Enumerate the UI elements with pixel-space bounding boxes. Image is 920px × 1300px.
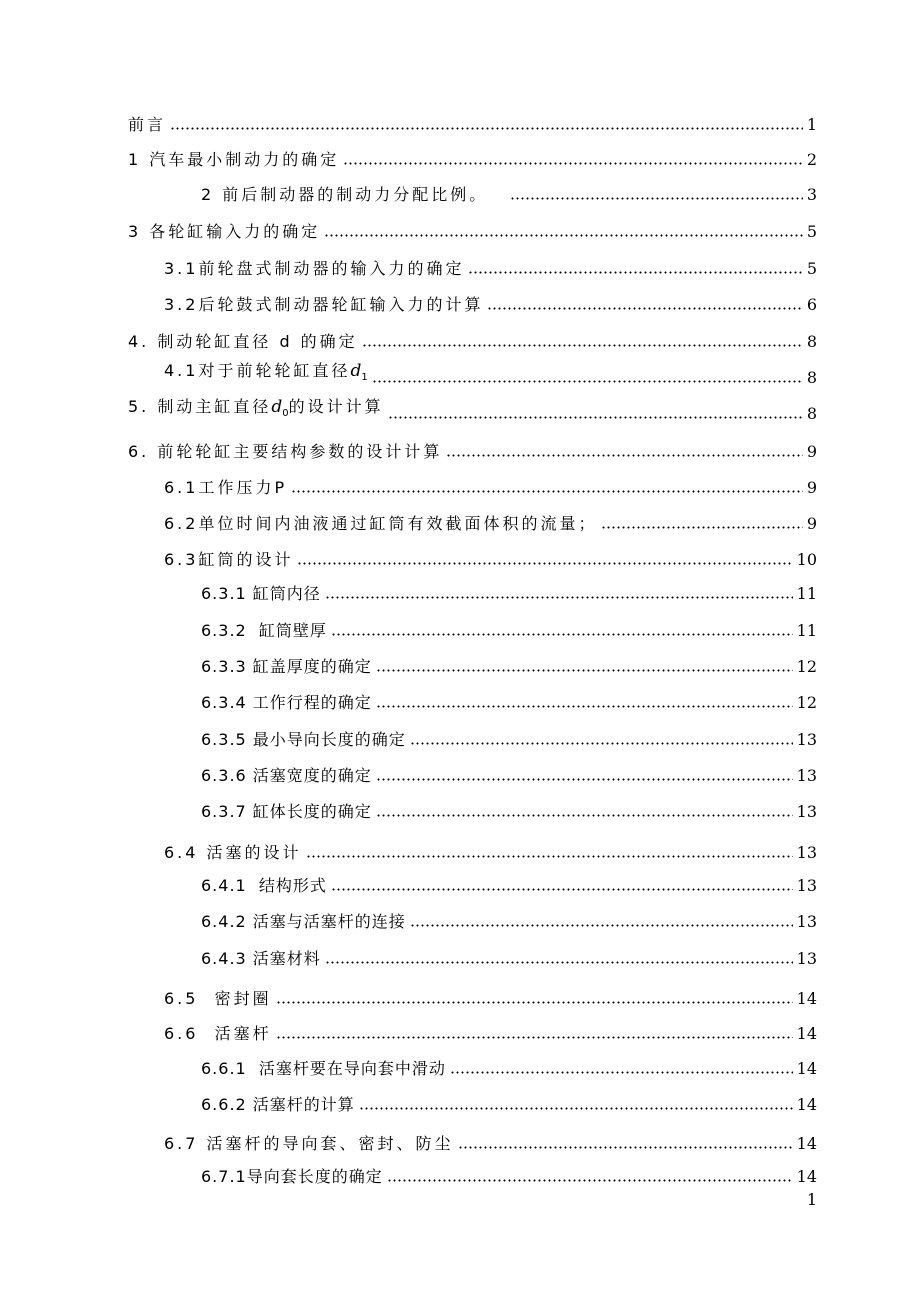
toc-entry-title: 6.4.1 结构形式 [201, 876, 327, 895]
toc-entry[interactable] [164, 1019, 817, 1043]
toc-entry-title: 6. 前轮轮缸主要结构参数的设计计算 [128, 442, 443, 461]
toc-entry-title: 6.5 密封圈 [164, 989, 272, 1008]
toc-dot-leader [387, 1179, 793, 1182]
toc-dot-leader [510, 197, 803, 200]
toc-entry-title [164, 362, 368, 387]
toc-dot-leader [324, 234, 803, 237]
toc-dot-leader [297, 562, 792, 565]
toc-entry[interactable] [128, 110, 817, 134]
toc-entry-page: 14 [796, 1134, 817, 1153]
toc-entry-title: 前言 [128, 115, 167, 134]
toc-entry[interactable] [201, 579, 817, 603]
toc-entry-page: 13 [796, 949, 817, 968]
toc-entry-page: 13 [796, 843, 817, 862]
toc-entry-page: 11 [796, 621, 817, 640]
toc-entry-title: 6.1工作压力P [164, 478, 288, 497]
math-variable: d [350, 360, 362, 381]
toc-entry[interactable] [128, 327, 817, 351]
toc-entry[interactable] [201, 944, 817, 968]
toc-dot-leader [601, 526, 802, 529]
toc-dot-leader [325, 596, 793, 599]
toc-entry-page: 14 [796, 1167, 817, 1186]
toc-entry-page: 13 [796, 912, 817, 931]
toc-entry-title: 1 汽车最小制动力的确定 [128, 150, 340, 169]
toc-entry-title: 6.6 活塞杆 [164, 1024, 272, 1043]
toc-dot-leader [372, 380, 803, 383]
toc-entry-title-text: 4.1对于前轮轮缸直径 [164, 360, 351, 380]
toc-entry-title: 3.2后轮鼓式制动器轮缸输入力的计算 [164, 295, 484, 314]
toc-dot-leader [359, 1107, 793, 1110]
toc-entry-page: 14 [796, 989, 817, 1008]
toc-entry[interactable] [164, 984, 817, 1008]
toc-entry-page: 14 [796, 1095, 817, 1114]
toc-dot-leader [376, 778, 793, 781]
toc-entry-page: 8 [806, 332, 817, 351]
toc-entry[interactable] [164, 509, 817, 533]
toc-dot-leader [458, 1146, 793, 1149]
toc-entry-title: 6.3缸筒的设计 [164, 550, 294, 569]
math-subscript: 1 [361, 372, 368, 383]
toc-dot-leader [170, 127, 803, 130]
toc-entry-title: 2 前后制动器的制动力分配比例。 [201, 185, 489, 204]
toc-entry-page: 10 [796, 550, 817, 569]
toc-dot-leader [362, 344, 803, 347]
toc-entry-title: 3 各轮缸输入力的确定 [128, 222, 321, 241]
toc-entry-title: 6.3.2 缸筒壁厚 [201, 621, 327, 640]
toc-entry-title: 3.1前轮盘式制动器的输入力的确定 [164, 259, 465, 278]
toc-entry[interactable] [201, 616, 817, 640]
toc-entry[interactable] [201, 180, 817, 204]
toc-dot-leader [468, 271, 802, 274]
toc-entry-title: 6.4 活塞的设计 [164, 843, 302, 862]
toc-entry[interactable] [164, 1129, 817, 1153]
toc-entry-title: 6.4.2 活塞与活塞杆的连接 [201, 912, 406, 931]
toc-entry[interactable] [201, 652, 817, 676]
toc-entry[interactable] [164, 838, 817, 862]
toc-entry-page: 3 [806, 185, 817, 204]
toc-entry[interactable] [201, 797, 817, 821]
toc-entry[interactable] [201, 688, 817, 712]
toc-entry-title-text: 的设计计算 [288, 396, 384, 416]
toc-entry-page: 9 [806, 514, 817, 533]
toc-entry-page: 1 [806, 115, 817, 134]
toc-dot-leader [306, 855, 793, 858]
toc-dot-leader [450, 1071, 793, 1074]
toc-entry[interactable] [201, 871, 817, 895]
toc-entry-page: 5 [806, 259, 817, 278]
toc-dot-leader [291, 490, 803, 493]
toc-entry-title: 6.3.7 缸体长度的确定 [201, 802, 372, 821]
toc-dot-leader [276, 1001, 793, 1004]
math-variable: d [271, 396, 283, 417]
toc-entry-page: 8 [806, 404, 817, 423]
toc-entry[interactable] [164, 360, 817, 387]
toc-dot-leader [376, 705, 793, 708]
toc-entry-title [128, 398, 384, 423]
toc-entry-title: 6.3.6 活塞宽度的确定 [201, 766, 372, 785]
toc-dot-leader [446, 454, 802, 457]
toc-dot-leader [331, 888, 793, 891]
toc-entry-page: 6 [806, 295, 817, 314]
toc-entry[interactable] [164, 254, 817, 278]
toc-entry-page: 14 [796, 1059, 817, 1078]
toc-dot-leader [331, 633, 793, 636]
toc-entry[interactable] [201, 1090, 817, 1114]
toc-entry-title: 6.7.1导向套长度的确定 [201, 1167, 383, 1186]
toc-entry-title: 6.4.3 活塞材料 [201, 949, 321, 968]
toc-entry-page: 13 [796, 766, 817, 785]
toc-entry-title: 6.6.2 活塞杆的计算 [201, 1095, 355, 1114]
toc-entry-title: 6.3.5 最小导向长度的确定 [201, 730, 406, 749]
math-subscript: 0 [282, 408, 289, 419]
toc-entry-title: 6.3.3 缸盖厚度的确定 [201, 657, 372, 676]
toc-entry-page: 11 [796, 584, 817, 603]
toc-entry[interactable] [128, 217, 817, 241]
toc-entry-page: 12 [796, 693, 817, 712]
toc-entry-title: 6.7 活塞杆的导向套、密封、防尘 [164, 1134, 454, 1153]
toc-dot-leader [376, 814, 793, 817]
toc-entry-page: 9 [806, 442, 817, 461]
toc-entry-page: 5 [806, 222, 817, 241]
toc-entry[interactable] [164, 290, 817, 314]
toc-entry[interactable] [201, 725, 817, 749]
toc-entry-page: 9 [806, 478, 817, 497]
toc-dot-leader [276, 1036, 793, 1039]
toc-dot-leader [343, 162, 803, 165]
toc-entry-page: 13 [796, 730, 817, 749]
toc-entry[interactable] [128, 437, 817, 461]
toc-dot-leader [325, 961, 793, 964]
toc-entry[interactable] [164, 473, 817, 497]
toc-entry[interactable] [201, 761, 817, 785]
toc-entry-title: 6.3.1 缸筒内径 [201, 584, 321, 603]
page-number: 1 [806, 1190, 817, 1209]
toc-entry-title: 6.2单位时间内油液通过缸筒有效截面体积的流量； [164, 514, 598, 533]
toc-entry-page: 2 [806, 150, 817, 169]
toc-entry-title: 4. 制动轮缸直径 d 的确定 [128, 332, 358, 351]
toc-entry[interactable] [164, 545, 817, 569]
toc-entry-title-text: 5. 制动主缸直径 [128, 396, 272, 416]
toc-entry[interactable] [128, 145, 817, 169]
toc-dot-leader [376, 669, 793, 672]
toc-entry[interactable] [201, 907, 817, 931]
toc-entry[interactable] [201, 1162, 817, 1186]
toc-dot-leader [388, 416, 803, 419]
toc-dot-leader [410, 924, 793, 927]
toc-dot-leader [487, 307, 802, 310]
toc-dot-leader [410, 742, 793, 745]
toc-entry-page: 13 [796, 876, 817, 895]
toc-entry[interactable] [201, 1054, 817, 1078]
toc-entry-title: 6.6.1 活塞杆要在导向套中滑动 [201, 1059, 446, 1078]
toc-entry-page: 8 [806, 368, 817, 387]
toc-entry-page: 13 [796, 802, 817, 821]
toc-entry-page: 12 [796, 657, 817, 676]
toc-entry-title: 6.3.4 工作行程的确定 [201, 693, 372, 712]
toc-entry[interactable] [128, 396, 817, 423]
toc-entry-page: 14 [796, 1024, 817, 1043]
